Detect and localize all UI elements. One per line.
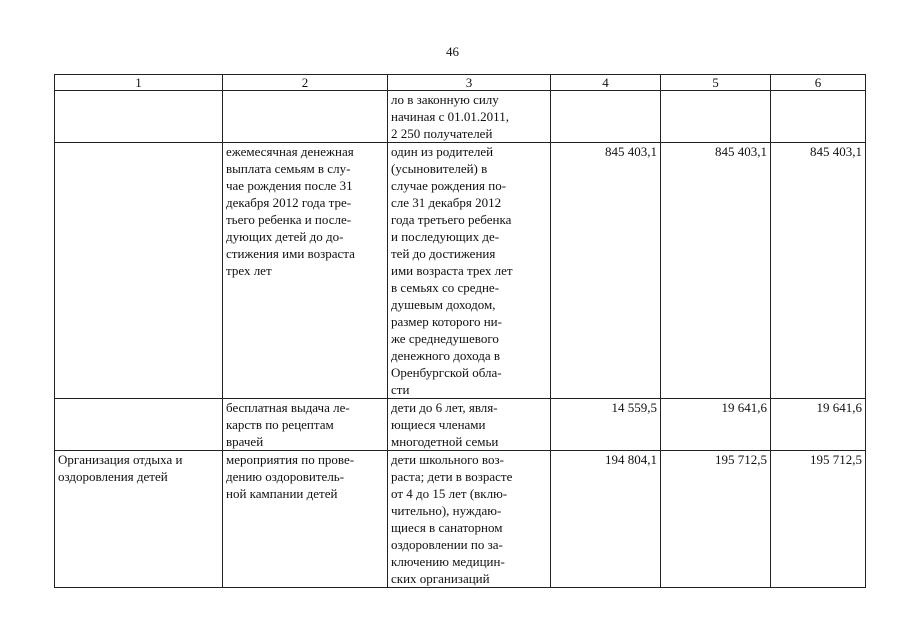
cell-text-line: оздоровления детей xyxy=(58,469,168,484)
cell-text-line: выплата семьям в слу- xyxy=(226,161,351,176)
cell-text-line: карств по рецептам xyxy=(226,417,334,432)
amount-cell xyxy=(551,91,661,143)
cell-text-line: трех лет xyxy=(226,263,272,278)
cell-text-line: ющиеся членами xyxy=(391,417,486,432)
cell-text-line: врачей xyxy=(226,434,264,449)
table-row xyxy=(55,143,866,399)
header-row xyxy=(55,75,866,91)
amount-cell xyxy=(661,91,771,143)
table-body xyxy=(55,91,866,588)
text-cell xyxy=(55,451,223,588)
cell-text-line: ло в законную силу xyxy=(391,92,499,107)
document-table xyxy=(54,74,866,588)
cell-text-line: бесплатная выдача ле- xyxy=(226,400,350,415)
cell-text-line: ежемесячная денежная xyxy=(226,144,354,159)
text-cell xyxy=(55,143,223,399)
text-cell xyxy=(55,399,223,451)
amount-cell: 845 403,1 xyxy=(771,143,866,399)
cell-text-line: же среднедушевого xyxy=(391,331,499,346)
text-cell xyxy=(388,399,551,451)
amount-cell: 194 804,1 xyxy=(551,451,661,588)
column-header: 5 xyxy=(661,75,771,91)
cell-text-line: и последующих де- xyxy=(391,229,500,244)
cell-text-line: ключению медицин- xyxy=(391,554,505,569)
cell-text-line: ими возраста трех лет xyxy=(391,263,513,278)
cell-text-line: дети школьного воз- xyxy=(391,452,504,467)
table-row xyxy=(55,91,866,143)
cell-text-line: ских организаций xyxy=(391,571,490,586)
cell-text-line: ной кампании детей xyxy=(226,486,338,501)
amount-cell: 195 712,5 xyxy=(661,451,771,588)
cell-text-line: Организация отдыха и xyxy=(58,452,183,467)
text-cell xyxy=(223,143,388,399)
cell-text-line: сти xyxy=(391,382,410,397)
cell-text-line: щиеся в санаторном xyxy=(391,520,503,535)
cell-text-line: (усыновителей) в xyxy=(391,161,488,176)
cell-text-line: чае рождения после 31 xyxy=(226,178,353,193)
cell-text-line: мероприятия по прове- xyxy=(226,452,355,467)
cell-text-line: чительно), нуждаю- xyxy=(391,503,502,518)
table-row xyxy=(55,451,866,588)
cell-text-line: года третьего ребенка xyxy=(391,212,512,227)
cell-text-line: декабря 2012 года тре- xyxy=(226,195,352,210)
cell-text-line: душевым доходом, xyxy=(391,297,496,312)
amount-cell: 14 559,5 xyxy=(551,399,661,451)
text-cell xyxy=(223,451,388,588)
text-cell xyxy=(388,451,551,588)
amount-cell: 19 641,6 xyxy=(661,399,771,451)
column-header: 3 xyxy=(388,75,551,91)
table-row xyxy=(55,399,866,451)
cell-text-line: стижения ими возраста xyxy=(226,246,355,261)
cell-text-line: тей до достижения xyxy=(391,246,496,261)
amount-cell xyxy=(771,91,866,143)
cell-text-line: размер которого ни- xyxy=(391,314,502,329)
cell-text-line: Оренбургской обла- xyxy=(391,365,502,380)
page-number: 46 xyxy=(446,44,459,59)
text-cell xyxy=(223,399,388,451)
cell-text-line: в семьях со средне- xyxy=(391,280,500,295)
cell-text-line: случае рождения по- xyxy=(391,178,507,193)
cell-text-line: 2 250 получателей xyxy=(391,126,493,141)
cell-text-line: один из родителей xyxy=(391,144,494,159)
cell-text-line: многодетной семьи xyxy=(391,434,499,449)
cell-text-line: дети до 6 лет, явля- xyxy=(391,400,498,415)
cell-text-line: раста; дети в возрасте xyxy=(391,469,513,484)
cell-text-line: от 4 до 15 лет (вклю- xyxy=(391,486,508,501)
cell-text-line: денежного дохода в xyxy=(391,348,501,363)
cell-text-line: сле 31 декабря 2012 xyxy=(391,195,502,210)
amount-cell: 845 403,1 xyxy=(551,143,661,399)
text-cell xyxy=(55,91,223,143)
cell-text-line: оздоровлении по за- xyxy=(391,537,503,552)
amount-cell: 845 403,1 xyxy=(661,143,771,399)
column-header: 4 xyxy=(551,75,661,91)
text-cell xyxy=(388,91,551,143)
cell-text-line: начиная с 01.01.2011, xyxy=(391,109,509,124)
cell-text-line: тьего ребенка и после- xyxy=(226,212,352,227)
text-cell xyxy=(388,143,551,399)
cell-text-line: дующих детей до до- xyxy=(226,229,344,244)
column-header: 1 xyxy=(55,75,223,91)
column-header: 6 xyxy=(771,75,866,91)
column-header: 2 xyxy=(223,75,388,91)
amount-cell: 195 712,5 xyxy=(771,451,866,588)
amount-cell: 19 641,6 xyxy=(771,399,866,451)
cell-text-line: дению оздоровитель- xyxy=(226,469,345,484)
text-cell xyxy=(223,91,388,143)
